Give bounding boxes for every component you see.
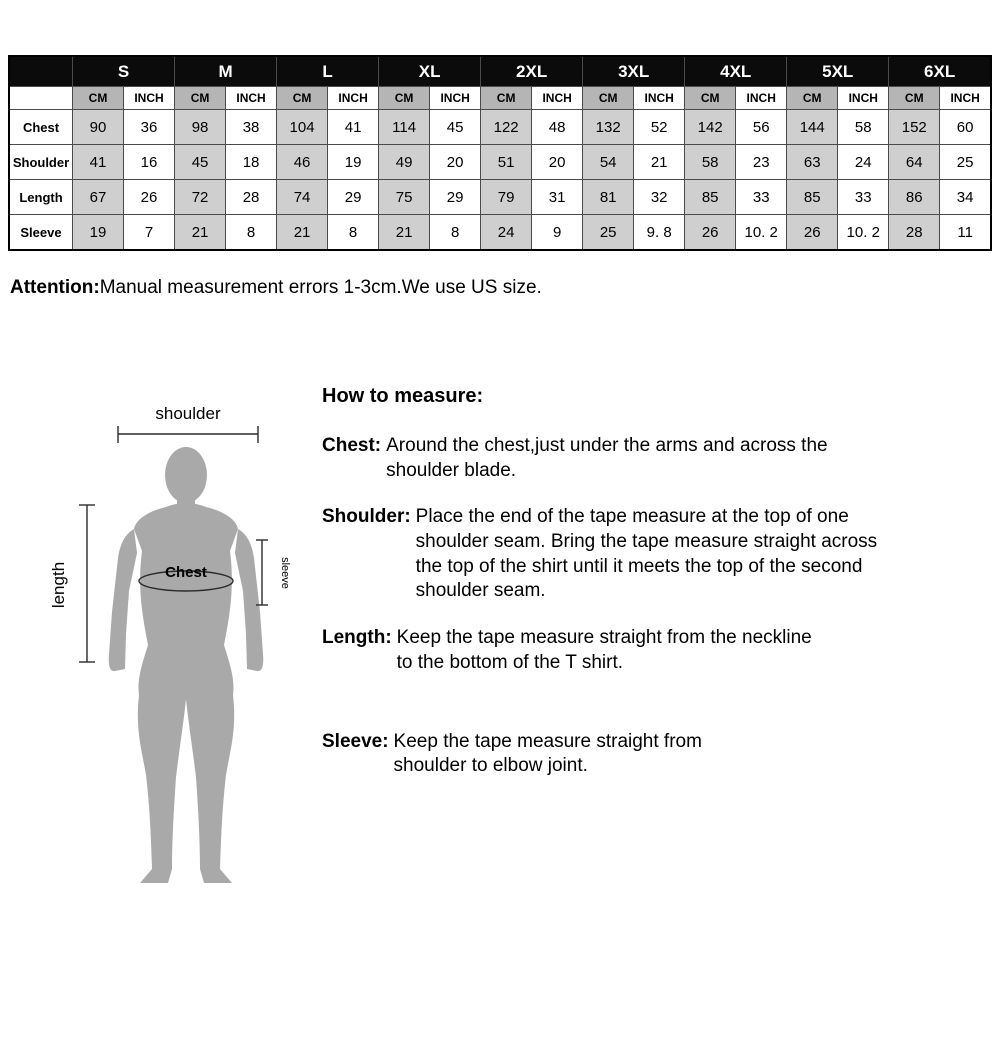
inch-value: 8 [430, 215, 481, 251]
cm-value: 152 [889, 110, 940, 145]
unit-inch-header: INCH [634, 87, 685, 110]
measure-row [9, 145, 991, 180]
inch-value: 8 [328, 215, 379, 251]
inch-value: 18 [226, 145, 277, 180]
cm-value: 144 [787, 110, 838, 145]
attention-label: Attention: [10, 277, 100, 298]
corner-cell [9, 56, 73, 87]
cm-value: 85 [787, 180, 838, 215]
measure-section [0, 377, 1000, 922]
instruction-text: Keep the tape measure straight from the neckline to the bottom of the T shirt. [396, 627, 812, 673]
cm-value: 90 [73, 110, 124, 145]
inch-value: 29 [328, 180, 379, 215]
instruction-text: Around the chest,just under the arms and across the shoulder blade. [386, 435, 828, 481]
inch-value: 33 [736, 180, 787, 215]
cm-value: 74 [277, 180, 328, 215]
size-header-row [9, 56, 991, 87]
attention-text: Manual measurement errors 1-3cm.We use US size. [99, 277, 542, 298]
cm-value: 98 [175, 110, 226, 145]
measure-row [9, 215, 991, 251]
inch-value: 7 [124, 215, 175, 251]
cm-value: 54 [583, 145, 634, 180]
instruction-item [322, 434, 970, 483]
cm-value: 142 [685, 110, 736, 145]
unit-cm-header: CM [175, 87, 226, 110]
cm-value: 122 [481, 110, 532, 145]
instruction-label: Sleeve: [322, 730, 389, 752]
cm-value: 64 [889, 145, 940, 180]
cm-value: 21 [175, 215, 226, 251]
inch-value: 41 [328, 110, 379, 145]
inch-value: 34 [940, 180, 991, 215]
measurement-diagram-svg [30, 377, 350, 922]
sleeve-label: sleeve [279, 557, 291, 589]
inch-value: 56 [736, 110, 787, 145]
inch-value: 9. 8 [634, 215, 685, 251]
inch-value: 23 [736, 145, 787, 180]
instruction-item [322, 505, 970, 604]
row-label: Chest [9, 110, 73, 145]
cm-value: 41 [73, 145, 124, 180]
cm-value: 45 [175, 145, 226, 180]
size-chart-page [0, 55, 1000, 1055]
silhouette-left-arm [109, 529, 137, 671]
unit-inch-header: INCH [736, 87, 787, 110]
silhouette-right-arm [235, 529, 263, 671]
cm-value: 132 [583, 110, 634, 145]
cm-value: 26 [685, 215, 736, 251]
cm-value: 51 [481, 145, 532, 180]
cm-value: 24 [481, 215, 532, 251]
cm-value: 28 [889, 215, 940, 251]
inch-value: 38 [226, 110, 277, 145]
unit-inch-header: INCH [430, 87, 481, 110]
how-to-measure [312, 377, 1000, 922]
cm-value: 104 [277, 110, 328, 145]
cm-value: 21 [277, 215, 328, 251]
inch-value: 21 [634, 145, 685, 180]
inch-value: 24 [838, 145, 889, 180]
unit-header-row [9, 87, 991, 110]
row-label: Shoulder [9, 145, 73, 180]
inch-value: 29 [430, 180, 481, 215]
cm-value: 85 [685, 180, 736, 215]
measure-row [9, 180, 991, 215]
size-header: 2XL [481, 56, 583, 87]
shoulder-label: shoulder [155, 404, 221, 423]
instruction-label: Length: [322, 627, 392, 649]
inch-value: 28 [226, 180, 277, 215]
unit-inch-header: INCH [124, 87, 175, 110]
size-header: L [277, 56, 379, 87]
inch-value: 9 [532, 215, 583, 251]
instruction-label: Shoulder: [322, 506, 411, 528]
body-diagram [30, 377, 312, 922]
cm-value: 72 [175, 180, 226, 215]
instruction-text: Place the end of the tape measure at the top of one shoulder seam. Bring the tape measure straight across the top of the shirt until it meets the top of the second shoulder seam. [415, 506, 878, 602]
size-table [8, 55, 992, 251]
instructions-list [322, 434, 970, 779]
inch-value: 8 [226, 215, 277, 251]
inch-value: 16 [124, 145, 175, 180]
instruction-label: Chest: [322, 435, 382, 456]
unit-cm-header: CM [685, 87, 736, 110]
size-header: S [73, 56, 175, 87]
instruction-text: Keep the tape measure straight from shoulder to elbow joint. [393, 730, 702, 777]
inch-value: 25 [940, 145, 991, 180]
unit-inch-header: INCH [940, 87, 991, 110]
cm-value: 58 [685, 145, 736, 180]
size-header: 4XL [685, 56, 787, 87]
size-header: 6XL [889, 56, 991, 87]
inch-value: 10. 2 [736, 215, 787, 251]
inch-value: 52 [634, 110, 685, 145]
instruction-item [322, 730, 970, 779]
inch-value: 26 [124, 180, 175, 215]
how-to-measure-title: How to measure: [322, 385, 484, 407]
inch-value: 60 [940, 110, 991, 145]
unit-cm-header: CM [73, 87, 124, 110]
size-header: 3XL [583, 56, 685, 87]
unit-inch-header: INCH [838, 87, 889, 110]
cm-value: 86 [889, 180, 940, 215]
inch-value: 45 [430, 110, 481, 145]
unit-cm-header: CM [379, 87, 430, 110]
cm-value: 79 [481, 180, 532, 215]
inch-value: 33 [838, 180, 889, 215]
inch-value: 11 [940, 215, 991, 251]
length-label: length [49, 561, 68, 609]
unit-cm-header: CM [481, 87, 532, 110]
cm-value: 67 [73, 180, 124, 215]
cm-value: 46 [277, 145, 328, 180]
row-label: Sleeve [9, 215, 73, 251]
cm-value: 75 [379, 180, 430, 215]
cm-value: 81 [583, 180, 634, 215]
unit-inch-header: INCH [328, 87, 379, 110]
cm-value: 26 [787, 215, 838, 251]
inch-value: 58 [838, 110, 889, 145]
inch-value: 31 [532, 180, 583, 215]
cm-value: 49 [379, 145, 430, 180]
size-header: 5XL [787, 56, 889, 87]
measure-row [9, 110, 991, 145]
instruction-item [322, 626, 970, 675]
human-silhouette [109, 447, 264, 883]
unit-inch-header: INCH [532, 87, 583, 110]
cm-value: 21 [379, 215, 430, 251]
row-label: Length [9, 180, 73, 215]
unit-inch-header: INCH [226, 87, 277, 110]
silhouette-torso-legs [134, 503, 238, 883]
size-header: XL [379, 56, 481, 87]
unit-cm-header: CM [583, 87, 634, 110]
label-blank-cell [9, 87, 73, 110]
cm-value: 63 [787, 145, 838, 180]
unit-cm-header: CM [787, 87, 838, 110]
inch-value: 20 [430, 145, 481, 180]
inch-value: 48 [532, 110, 583, 145]
size-header: M [175, 56, 277, 87]
chest-label: Chest [165, 564, 207, 581]
inch-value: 32 [634, 180, 685, 215]
inch-value: 19 [328, 145, 379, 180]
inch-value: 36 [124, 110, 175, 145]
cm-value: 19 [73, 215, 124, 251]
inch-value: 20 [532, 145, 583, 180]
cm-value: 114 [379, 110, 430, 145]
attention-note [10, 277, 1000, 299]
cm-value: 25 [583, 215, 634, 251]
unit-cm-header: CM [889, 87, 940, 110]
unit-cm-header: CM [277, 87, 328, 110]
inch-value: 10. 2 [838, 215, 889, 251]
